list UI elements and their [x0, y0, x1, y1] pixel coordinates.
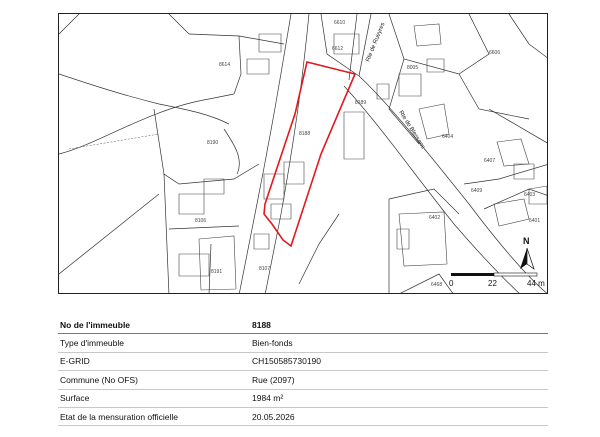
parcel-line	[189, 34, 241, 94]
street-label-blessens: Rte de Blessens	[397, 109, 426, 151]
parcel-line	[299, 214, 339, 284]
row-value-surface: 1984 m²	[250, 389, 548, 407]
parcel-label: 8189	[355, 100, 367, 106]
parcel-label: 6407	[484, 158, 496, 164]
contour-line	[69, 134, 159, 149]
row-label-type: Type d'immeuble	[58, 334, 250, 352]
building	[179, 254, 209, 276]
map-canvas	[59, 14, 548, 294]
north-arrow-icon	[520, 236, 534, 269]
road-edge-east	[265, 14, 309, 294]
building	[344, 112, 364, 159]
table-row	[58, 371, 548, 389]
parcel-label: 8106	[195, 218, 207, 224]
parcel-line	[169, 226, 239, 229]
building	[399, 74, 421, 96]
row-label-surface: Surface	[58, 389, 250, 407]
road-edge-west	[239, 14, 291, 294]
parcel-line	[399, 274, 454, 294]
row-value-survey-status: 20.05.2026	[250, 407, 548, 425]
row-value-type: Bien-fonds	[250, 334, 548, 352]
cadastral-map	[58, 13, 548, 294]
table-row	[58, 334, 548, 352]
parcel-label: 8107	[259, 266, 271, 272]
table-row	[58, 352, 548, 370]
parcel-label: 6606	[489, 50, 501, 56]
row-label-parcel-number: No de l'immeuble	[58, 316, 250, 334]
parcel-line	[169, 14, 189, 34]
parcel-label: 6404	[442, 134, 454, 140]
table-row	[58, 407, 548, 425]
parcel-label: 8191	[211, 269, 223, 275]
building	[247, 59, 269, 74]
north-label: N	[523, 236, 530, 246]
building	[199, 236, 236, 290]
scale-bar	[449, 273, 545, 288]
building	[254, 234, 269, 249]
branch-road-edge-north	[359, 76, 548, 294]
building	[427, 59, 444, 72]
table-row	[58, 316, 548, 334]
parcel-label: 8005	[407, 65, 419, 71]
parcel-info-table	[58, 316, 548, 426]
row-label-survey-status: Etat de la mensuration officielle	[58, 407, 250, 425]
building	[377, 84, 389, 99]
parcel-line	[154, 109, 259, 184]
scale-label-start: 0	[449, 279, 454, 288]
parcel-label: 6401	[529, 218, 541, 224]
scale-label-mid: 22	[488, 279, 497, 288]
parcel-line	[224, 129, 239, 174]
parcel-line	[389, 189, 459, 214]
parcel-label: 6402	[429, 215, 441, 221]
parcel-line	[59, 194, 159, 274]
row-label-commune: Commune (No OFS)	[58, 371, 250, 389]
parcel-line	[464, 164, 548, 184]
parcel-line	[509, 14, 548, 59]
building	[397, 229, 409, 249]
parcel-label: 8614	[219, 62, 231, 68]
parcel-label: 6403	[524, 192, 536, 198]
parcel-line	[489, 109, 548, 144]
building	[414, 24, 441, 46]
parcel-label: 8188	[299, 131, 311, 137]
building	[271, 204, 291, 219]
highlighted-parcel-8188	[264, 62, 355, 246]
parcel-label: 6610	[334, 20, 346, 26]
road-ne-edge	[359, 14, 371, 76]
row-value-egrid: CH150585730190	[250, 352, 548, 370]
parcel-line	[164, 174, 169, 294]
scale-label-end: 44 m	[527, 279, 545, 288]
row-value-parcel-number: 8188	[250, 316, 548, 334]
table-row	[58, 389, 548, 407]
street-label-rueyres: Rte de Rueyres	[365, 21, 387, 63]
parcel-line	[239, 36, 284, 44]
building	[497, 139, 529, 166]
parcel-line	[59, 14, 79, 34]
row-label-egrid: E-GRID	[58, 352, 250, 370]
row-value-commune: Rue (2097)	[250, 371, 548, 389]
parcel-label: 6409	[471, 188, 483, 194]
parcel-label: 8190	[207, 140, 219, 146]
building	[179, 194, 204, 214]
parcel-line	[484, 189, 548, 209]
parcel-label: 6612	[332, 46, 344, 52]
parcel-label: 6468	[431, 282, 443, 288]
building	[494, 199, 529, 226]
parcel-line	[59, 74, 229, 124]
branch-road-edge-south	[344, 86, 521, 294]
